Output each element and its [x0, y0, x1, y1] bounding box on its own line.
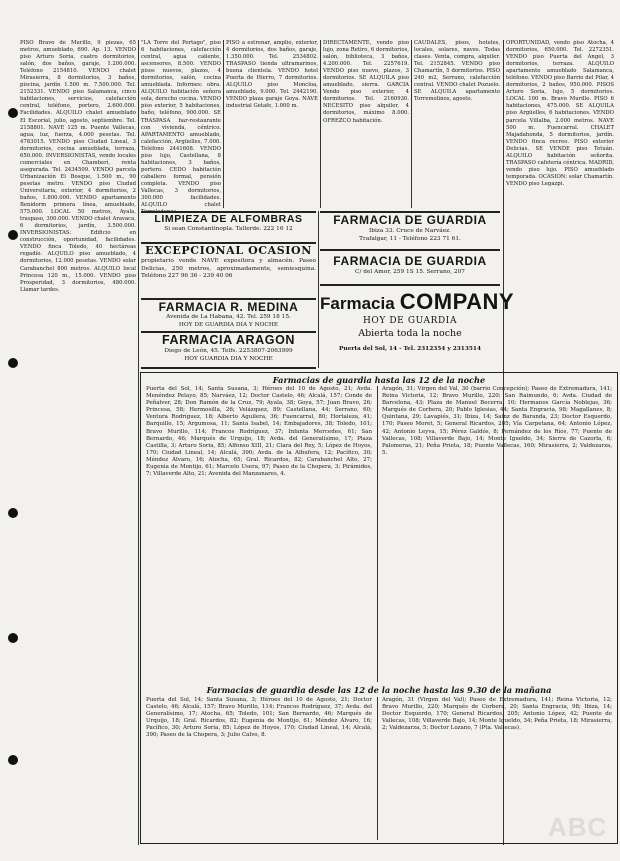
column-divider [318, 211, 319, 368]
ad-line: Abierta toda la noche [358, 328, 462, 339]
column-divider [138, 40, 139, 845]
pharmacy-list: Aragón, 31; Virgen del Val, 30 (barrio Concepción); Paseo de Extremadura, 141; Reina Victoria, 12; Bravo Murillo, 220; San Raimundo, 6; Avda. Ciudad de Barcelona, 43; Plaza de Manuel Becerra, 10; Hermanos García Noblejas, 36; Marqués de Corbera, 20; Pablo Iglesias, 44; Santa Engracia, 98; Magallanes, 8; Quintana, 29; Lavapiés, 31; Ibiza, 14; Sainz de Baranda, 23; Doctor Esquerdo, 170; Paseo Moret, 5; General Ricardos, 205; Vía Carpetana, 64; Antonio López, 42; Antonio Leyva, 15; Pérez Galdós, 8; Fernández de los Ríos, 77; Puente de Vallecas, 108; Villaverde Bajo, 14; Monte Igueldo, 34; Sierra de Cazorla, 6; Palomeras, 21; Peña Prieta, 18; Puente Vallecas, 160; Mirasierra, 2; Valdezarza, 5. [382, 386, 612, 456]
classified-column-5 [414, 40, 500, 208]
abc-watermark: ABC [548, 812, 608, 842]
bullet-mark [8, 508, 18, 518]
column-divider [411, 40, 412, 208]
classified-text: PISO Bravo de Murillo, 9 piezas, 65 metros, amueblado, 690. Ap. 13. VENDO piso Arturo Soria, cuatro dormitorios, salón, dos baños, garaje, 1.200.000. Teléfono 2154810. VENDO chalet Mirasierra, 8 dormitorios, 3 baños, piscina, jardín 1.500 m. 7.500.000. Tel. 2152331. VENDO piso Salamanca, cinco habitaciones, servicios, calefacción central, teléfono, portero, 2.600.000. Facilidades. ALQUILO chalet amueblado El Escorial, julio, agosto, septiembre. Tel. 2158801. NAVE 125 m. Puente Vallecas, agua, luz, fuerza, 4.000 pesetas. Tel. 4783015. VENDO piso Ciudad Lineal, 3 dormitorios, cocina amueblada, terraza, 650.000. INVERSIONISTAS, vendo locales comerciales en Chamberí, renta asegurada. Tel. 2434509. VENDO parcela Urbanización El Bosque, 1.500 m., 90 pesetas metro. VENDO piso Ciudad Universitaria, exterior, 4 dormitorios, 2 baños, 1.800.000. VENDO apartamento Benidorm primera línea, amueblado, 575.000. LOCAL 50 metros, Ayala, traspaso, 300.000. VENDO chalet Aravaca, 6 dormitorios, jardín, 3.500.000. INVERSIONISTAS: Edificio en construcción, oportunidad, facilidades. VENDO finca Toledo, 40 hectáreas regadío. ALQUILO piso amueblado, 4 dormitorios, 12.000 pesetas. VENDO solar Carabanchel 800 metros. ALQUILO local Princesa 120 m., 15.000. VENDO piso Prosperidad, 3 dormitorios, 480.000. Llamar tardes. [20, 40, 136, 293]
ad-line: Diego de León, 45. Telfs. 2253807-2063999 [164, 348, 293, 354]
classified-column-1 [20, 40, 136, 840]
pharmacies-night-title: Farmacias de guardia desde las 12 de la noche hasta las 9.30 de la mañana [206, 685, 552, 695]
classified-text: PISO a estrenar, amplio, exterior, 4 dormitorios, dos baños, garaje, 1.350.000. Tel. 2534802. TRASPASO tienda ultramarinos, buena clientela. VENDO hotel Puerta de Hierro, 7 dormitorios. ALQUILO piso Moncloa, amueblado, 9.000. Tel. 2442190. VENDO plaza garaje Goya. NAVE industrial Getafe, 1.000 m. [226, 40, 318, 110]
pharmacies-day-left [146, 386, 372, 682]
ad-farmacia-company [320, 286, 515, 366]
ad-title: FARMACIA DE GUARDIA [333, 213, 487, 227]
ad-title: FARMACIA ARAGON [161, 333, 296, 347]
company-title-a: Farmacia [320, 294, 395, 313]
ad-farmacia-aragon [141, 333, 316, 365]
column-divider [377, 386, 378, 682]
column-divider [223, 40, 224, 208]
bullet-mark [8, 230, 18, 240]
ad-farmacia-guardia-2 [320, 251, 500, 281]
classified-text: "LA Torre del Portago", piso 6 habitaciones, calefacción central, agua caliente, ascensores, 8.500. VENDO pisos nuevos, plazos, 4 dormitorios, salón, cocina amueblada. Informes: obra. ALQUILO habitación señora sola, derecho cocina. VENDO piso exterior, 5 habitaciones, baño, teléfono, 900.000. SE TRASPASA bar-restaurante con vivienda, céntrico. APARTAMENTO amueblado, calefacción, Argüelles, 7.000. Teléfono 2441608. VENDO piso lujo, Castellana, 8 habitaciones, 3 baños, portero. CEDO habitación caballero formal, pensión completa. VENDO piso Vallecas, 3 dormitorios, 300.000 facilidades. ALQUILO chalet [141, 40, 221, 209]
ad-line: Trafalgar, 11 - Teléfono 223 71 61. [359, 235, 461, 242]
ad-body: propietario vende NAVE expositora y almacén. Paseo Delicias, 250 metros, aproximadamente, semiesquina. Teléfono 227 96 36 - 239 40 06 [141, 258, 316, 279]
ad-title: FARMACIA R. MEDINA [158, 300, 299, 314]
ad-excepcional-ocasion [141, 244, 316, 296]
ad-line: Si sean Constantinopla. Tallerde. 222 16 12 [164, 226, 293, 232]
classified-text: DIRECTAMENTE, vendo piso lujo, zona Retiro, 6 dormitorios, salón, biblioteca, 3 baños, 4.200.000. Tel. 2257619. VENDO piso nuevo, plazos, 3 dormitorios. SE ALQUILA piso amueblado, sierra. GARCIA Vendo piso exterior, 4 dormitorios. Tel. 2160930. NECESITO piso alquiler, 4 dormitorios, máximo 8.000. OFREZCO habitación. [323, 40, 409, 124]
ad-line: C/ del Amor, 259 1S 15. Serrano, 207 [355, 269, 465, 275]
ad-farmacia-guardia-1 [320, 213, 500, 247]
ad-line: Puerta del Sol, 14 - Tel. 2312354 y 2313514 [339, 346, 481, 352]
ad-line: HOY DE GUARDIA [362, 316, 458, 326]
ad-line: Avenida de La Habana, 42. Tel. 259 18 15. [166, 314, 291, 320]
bullet-mark [8, 633, 18, 643]
classified-column-6 [506, 40, 614, 370]
column-divider [320, 40, 321, 208]
classified-text: OPORTUNIDAD, vendo piso Atocha, 4 dormitorios, 650.000. Tel. 2272351. VENDO piso Puerta del Ángel, 3 dormitorios, terraza. ALQUILO apartamento amueblado Salamanca, teléfono. VENDO piso Barrio del Pilar, 4 dormitorios, 2 baños, 950.000. PISOS Arturo Soria, lujo, 5 dormitorios. LOCAL 100 m. Bravo Murillo. PISO 6 habitaciones, 475.000. SE ALQUILA piso Argüelles, 6 habitaciones. VENDO parcela Villalba, 2.000 metros. NAVE 500 m. Fuencarral. CHALET Majadahonda, 5 dormitorios, jardín. VENDO finca recreo. PISO exterior Delicias. SE VENDE piso Tetuán. ALQUILO habitación señorita. TRASPASO cafetería céntrica. MADRID, vendo piso lujo. PISO amueblado temporada. OCASION: solar Chamartín. VENDO piso Legazpi. [506, 40, 614, 187]
pharmacies-night-left [146, 697, 372, 840]
ad-line: HOY GUARDIA DIA Y NOCHE [184, 355, 273, 362]
ad-title [320, 289, 515, 315]
pharmacy-list: Aragón, 31 (Virgen del Val); Paseo de Extremadura, 141; Reina Victoria, 12; Bravo Murillo, 220; Marqués de Corbera, 20; Santa Engracia, 98; Ibiza, 14; Doctor Esquerdo, 170; General Ricardos, 205; Antonio López, 42; Puente de Vallecas, 108; Villaverde Bajo, 14; Monte Igueldo, 34; Peña Prieta, 18; Mirasierra, 2; Valdezarza, 5; Doctor Lozano, 7 (Pta. Vallecas). [382, 697, 612, 732]
classified-column-4 [323, 40, 409, 208]
pharmacies-day-right [382, 386, 612, 682]
bullet-mark [8, 108, 18, 118]
classified-column-3 [226, 40, 318, 208]
ad-title: FARMACIA DE GUARDIA [333, 254, 487, 268]
bullet-mark [8, 358, 18, 368]
ad-title: LIMPIEZA DE ALFOMBRAS [154, 213, 303, 225]
ad-border [141, 367, 316, 369]
pharmacy-list: Puerta del Sol, 14; Santa Susana, 3; Héroes del 10 de Agosto, 21; Doctor Castelo, 46; Alcalá, 157; Bravo Murillo, 114; Francos Rodríguez, 37; Avda. del Generalísimo, 17; Atocha, 65; Toledo, 101; San Bernardo, 46; Marqués de Urquijo, 18; Gral. Ricardos, 82; Eugenia de Montijo, 61; Méndez Álvaro, 16; Pacífico, 30; Arturo Soria, 85; López de Hoyos, 170; Ciudad Lineal, 14; Alcalá, 390; Paseo de la Chopera, 3; Julio Calvo, 8. [146, 697, 372, 739]
pharmacy-list: Puerta del Sol, 14; Santa Susana, 3; Héroes del 10 de Agosto, 21; Avda. Menéndez Pelayo, 85; Narváez, 12; Doctor Castelo, 46; Alcalá, 157; Conde de Peñalver, 28; Don Ramón de la Cruz, 79; Ayala, 38; Goya, 57; Juan Bravo, 26; Princesa, 58; Hermosilla, 26; Velázquez, 89; Castellana, 44; Serrano, 60; Ventura Rodríguez, 18; Alberto Aguilera, 36; Fuencarral, 80; Hortaleza, 41; Barquillo, 15; Argumosa, 11; Santa Isabel, 14; Embajadores, 38; Toledo, 101; Bravo Murillo, 114; Francos Rodríguez, 37; Infanta Mercedes, 61; San Bernardo, 46; Marqués de Urquijo, 18; Avda. del Generalísimo, 17; Plaza Castilla, 3; Arturo Soria, 85; Alfonso XIII, 21; Clara del Rey, 5; López de Hoyos, 170; Ciudad Lineal, 14; Alcalá, 390; Avda. de la Albufera, 12; Pacífico, 30; Méndez Álvaro, 16; Atocha, 65; Gral. Ricardos, 82; Carabanchel Alto, 27; Eugenia de Montijo, 61; Marcelo Usera, 97; Paseo de la Chopera, 3; Pirámides, 7; Villaverde Alto, 21; Avenida del Manzanares, 4. [146, 386, 372, 478]
ad-line: HOY DE GUARDIA DIA Y NOCHE [178, 321, 279, 328]
ad-limpieza-alfombras [141, 213, 316, 241]
company-title-b: COMPANY [399, 289, 515, 314]
ad-title: EXCEPCIONAL OCASION [145, 244, 312, 257]
ad-farmacia-medina [141, 300, 316, 330]
pharmacies-day-title: Farmacias de guardia hasta las 12 de la noche [272, 375, 486, 385]
classified-column-2 [141, 40, 221, 208]
ad-line: Ibiza 33. Cruce de Narváez. [368, 228, 452, 234]
bullet-mark [8, 755, 18, 765]
column-divider [377, 697, 378, 840]
classified-text: CAUDALES, pisos, hoteles, locales, solares, naves. Todas clases. Venta, compra, alquiler. Tel. 2152845. VENDO piso Chamartín, 5 dormitorios. PISO 240 m2, Serrano, calefacción central. VENDO chalet Pozuelo. SE ALQUILA apartamento Torremolinos, agosto. [414, 40, 500, 103]
